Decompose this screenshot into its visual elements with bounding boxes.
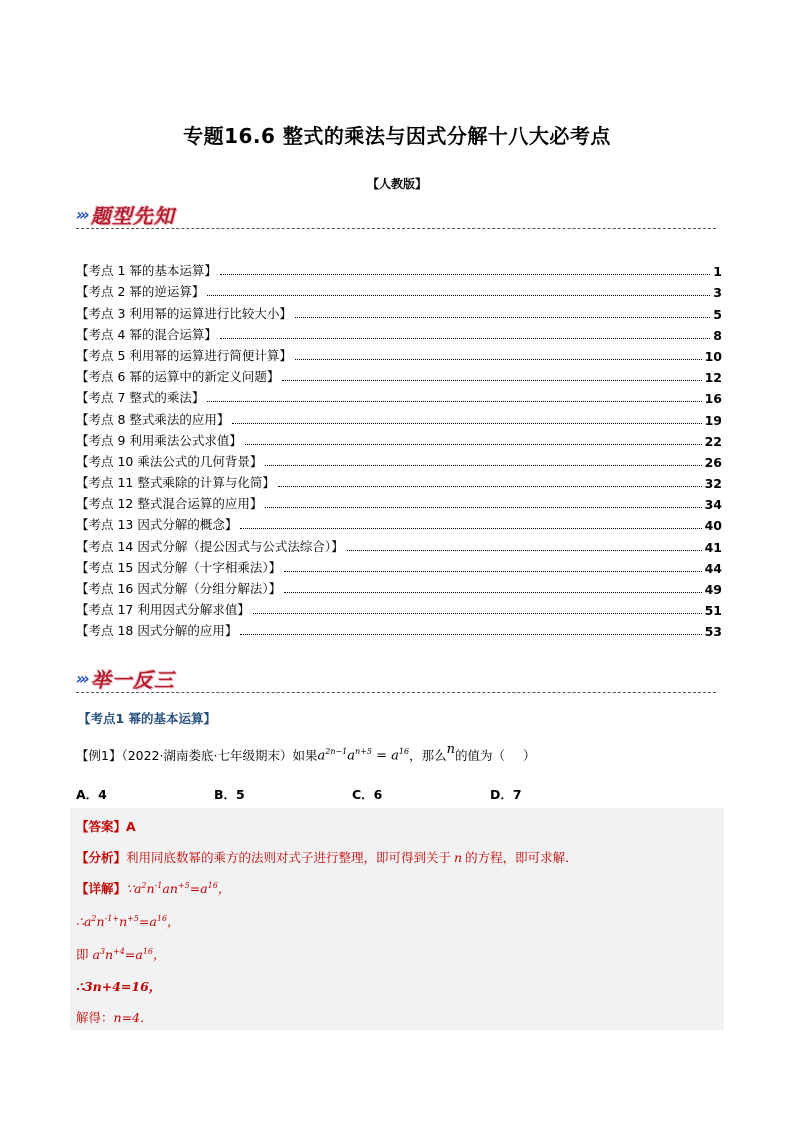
detail-step-1: $\because a^2n^{-1}an^{+5}=a^{16}$， [126,880,231,896]
toc-page-number: 16 [704,391,722,407]
toc-page-number: 44 [704,560,722,576]
toc-entry[interactable] [76,491,722,512]
toc-entry[interactable] [76,322,722,343]
detail-step-3: 即 $a^3n^{+4}=a^{16}$， [76,946,166,962]
toc-page-number: 40 [704,518,722,534]
toc-entry[interactable] [76,470,722,491]
toc-entry[interactable] [76,385,722,406]
conclusion-prefix: 解得： [76,1010,114,1025]
toc-label: 【考点 6 幂的运算中的新定义问题】 [76,369,280,385]
toc-label: 【考点 8 整式乘法的应用】 [76,411,230,427]
toc-page-number: 19 [704,412,722,428]
toc-label: 【考点 12 整式混合运算的应用】 [76,496,263,512]
toc-page-number: 53 [704,624,722,640]
toc-page-number: 8 [713,327,722,343]
toc-leader-dots [295,359,702,360]
toc-label: 【考点 4 幂的混合运算】 [76,326,217,342]
question-prefix: 【例1】（2022·湖南娄底·七年级期末）如果 [76,748,318,763]
analysis-tag: 【分析】 [76,850,127,865]
toc-entry[interactable] [76,279,722,300]
banner-title: 举一反三 [90,667,175,692]
detail-line [76,879,230,897]
option-a: A．4 [76,787,107,802]
toc-entry[interactable] [76,576,722,597]
toc-leader-dots [207,401,701,402]
toc-leader-dots [278,486,702,487]
toc-page-number: 22 [704,433,722,449]
toc-page-number: 5 [713,306,722,322]
page-title: 专题16.6 整式的乘法与因式分解十八大必考点 [183,124,611,148]
toc-entry[interactable] [76,512,722,533]
toc-page-number: 51 [704,603,722,619]
option-c: C．6 [352,787,383,802]
banner-title: 题型先知 [90,203,175,228]
conclusion-value: n=4． [113,1010,153,1025]
detail-step-4: ∴3n+4=16， [76,979,162,994]
toc-page-number: 26 [704,454,722,470]
toc-page-number: 34 [704,497,722,513]
toc-label: 【考点 10 乘法公式的几何背景】 [76,453,263,469]
question-var: n [446,741,455,757]
toc-entry[interactable] [76,406,722,427]
toc-entry[interactable] [76,300,722,321]
divider [76,228,716,229]
toc-leader-dots [232,423,701,424]
toc-label: 【考点 15 因式分解（十字相乘法）】 [76,559,282,575]
question-tail: 的值为（ [455,748,506,763]
analysis-text-2: 的方程，即可求解． [465,850,578,865]
toc-label: 【考点 17 利用因式分解求值】 [76,602,250,618]
question-suffix: ，那么 [409,748,447,763]
banner-arrows-icon: ››› [76,668,87,688]
toc-leader-dots [265,507,701,508]
toc-label: 【考点 14 因式分解（提公因式与公式法综合）】 [76,538,344,554]
toc-leader-dots [220,338,710,339]
toc-entry[interactable] [76,533,722,554]
toc-entry[interactable] [76,343,722,364]
toc-leader-dots [240,528,701,529]
banner-overview [76,200,175,228]
toc-label: 【考点 16 因式分解（分组分解法）】 [76,581,282,596]
analysis-var: n [454,850,463,865]
analysis-text: 利用同底数幂的乘方的法则对式子进行整理，即可得到关于 [126,850,452,865]
toc-leader-dots [265,465,701,466]
toc-entry[interactable] [76,449,722,470]
table-of-contents [76,258,722,639]
detail-step-2: $\therefore a^2n^{-1+}n^{+5}=a^{16}$， [76,913,180,929]
toc-label: 【考点 18 因式分解的应用】 [76,623,238,639]
toc-label: 【考点 9 利用乘法公式求值】 [76,432,242,448]
toc-leader-dots [220,274,710,275]
toc-label: 【考点 2 幂的逆运算】 [76,284,205,300]
analysis-line [76,848,578,866]
divider [76,692,716,693]
toc-label: 【考点 3 利用幂的运算进行比较大小】 [76,305,292,321]
toc-entry[interactable] [76,428,722,449]
toc-page-number: 41 [704,539,722,555]
detail-tag: 【详解】 [76,881,127,896]
answer-options [76,785,636,803]
toc-entry[interactable] [76,364,722,385]
conclusion-line [76,1008,153,1026]
toc-label: 【考点 5 利用幂的运算进行简便计算】 [76,347,292,363]
toc-entry[interactable] [76,258,722,279]
edition-label: 【人教版】 [366,177,427,191]
toc-label: 【考点 13 因式分解的概念】 [76,517,238,533]
toc-entry[interactable] [76,618,722,639]
toc-leader-dots [207,295,710,296]
banner-arrows-icon: ››› [76,204,87,224]
toc-page-number: 3 [713,285,722,301]
toc-leader-dots [284,571,701,572]
toc-leader-dots [284,592,701,593]
toc-entry[interactable] [76,597,722,618]
toc-page-number: 32 [704,476,722,492]
toc-entry[interactable] [76,555,722,576]
toc-leader-dots [240,634,701,635]
toc-leader-dots [282,380,701,381]
toc-leader-dots [295,317,710,318]
toc-leader-dots [253,613,702,614]
toc-leader-dots [245,444,702,445]
toc-label: 【考点 11 整式乘除的计算与化简】 [76,475,275,491]
toc-page-number: 12 [704,370,722,386]
question-close: ） [523,748,536,763]
toc-label: 【考点 7 整式的乘法】 [76,390,205,406]
option-b: B．5 [214,787,245,802]
example-question [76,741,536,764]
section-heading: 【考点1 幂的基本运算】 [78,711,217,726]
toc-page-number: 10 [704,348,722,364]
banner-practice [76,664,175,692]
answer-tag: 【答案】 [76,819,127,834]
toc-label: 【考点 1 幂的基本运算】 [76,263,217,279]
toc-page-number: 49 [704,582,722,597]
equation: $a^{2n-1}a^{n+5} = a^{16}$ [317,746,410,764]
toc-page-number: 1 [713,264,722,280]
answer-value: A [126,819,136,834]
toc-leader-dots [347,550,702,551]
option-d: D．7 [490,787,522,802]
answer-line [76,817,136,835]
